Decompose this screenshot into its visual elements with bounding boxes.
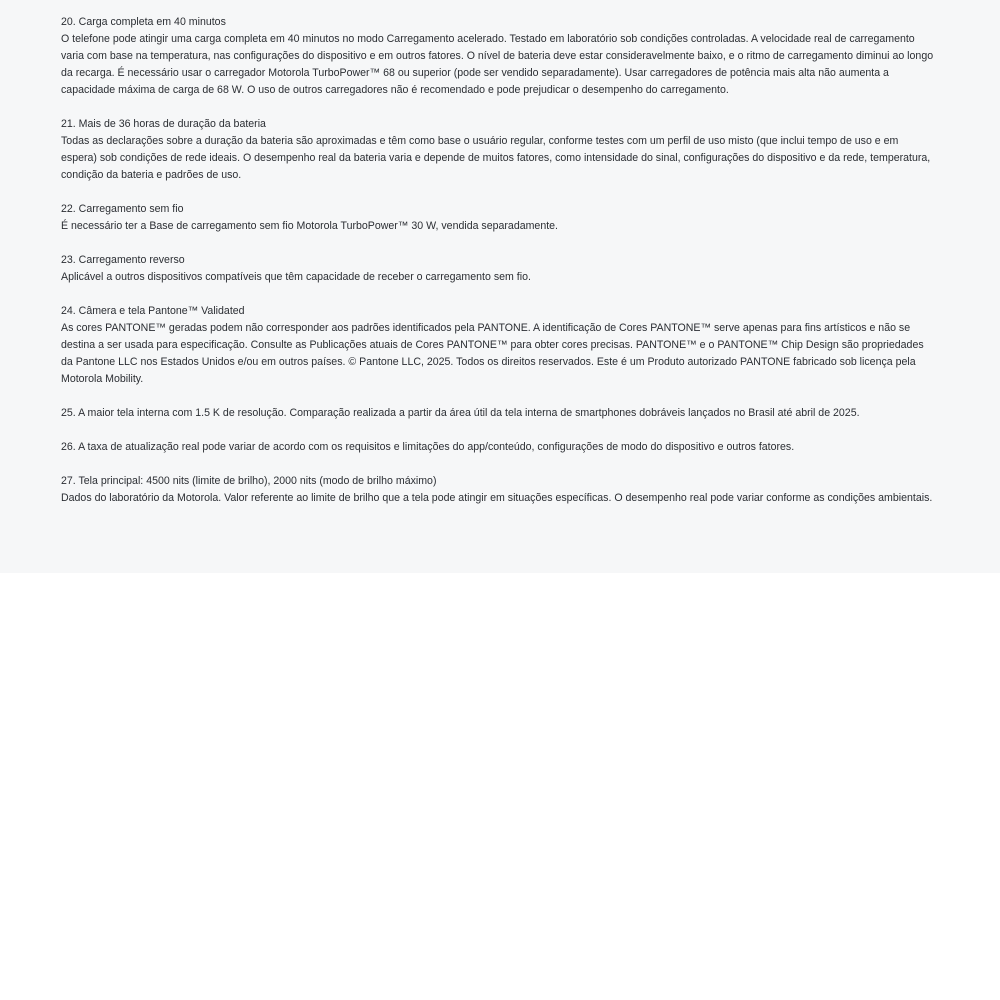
note-22 — [61, 201, 937, 235]
note-26 — [61, 439, 937, 456]
note-25 — [61, 405, 937, 422]
note-21 — [61, 116, 937, 184]
note-body: As cores PANTONE™ geradas podem não corresponder aos padrões identificados pela PANTONE. A identificação de Cores PANTONE™ serve apenas para fins artísticos e não se destina a ser usada para especificação. Consulte as Publicações atuais de Cores PANTONE™ para obter cores precisas. PANTONE™ e o PANTONE™ Chip Design são propriedades da Pantone LLC nos Estados Unidos e/ou em outros países. © Pantone LLC, 2025. Todos os direitos reservados. Este é um Produto autorizado PANTONE fabricado sob licença pela Motorola Mobility. — [61, 322, 924, 385]
note-20 — [61, 14, 937, 99]
note-27 — [61, 473, 937, 507]
note-body: Dados do laboratório da Motorola. Valor referente ao limite de brilho que a tela pode atingir em situações específicas. O desempenho real pode variar conforme as condições ambientais. — [61, 492, 933, 504]
note-title: 21. Mais de 36 horas de duração da bateria — [61, 118, 266, 130]
note-title: 20. Carga completa em 40 minutos — [61, 16, 226, 28]
note-body: Aplicável a outros dispositivos compatíveis que têm capacidade de receber o carregamento sem fio. — [61, 271, 531, 283]
note-title: 27. Tela principal: 4500 nits (limite de brilho), 2000 nits (modo de brilho máximo) — [61, 475, 437, 487]
note-body: Todas as declarações sobre a duração da bateria são aproximadas e têm como base o usuário regular, conforme testes com um perfil de uso misto (que inclui tempo de uso e em espera) sob condições de rede ideais. O desempenho real da bateria varia e depende de muitos fatores, como intensidade do sinal, configurações do dispositivo e da rede, temperatura, condição da bateria e padrões de uso. — [61, 135, 931, 181]
note-title: 26. A taxa de atualização real pode variar de acordo com os requisitos e limitações do app/conteúdo, configurações de modo do dispositivo e outros fatores. — [61, 441, 795, 453]
disclaimer-list — [61, 14, 937, 524]
note-23 — [61, 252, 937, 286]
note-24 — [61, 303, 937, 388]
note-body: É necessário ter a Base de carregamento sem fio Motorola TurboPower™ 30 W, vendida separadamente. — [61, 220, 558, 232]
note-title: 25. A maior tela interna com 1.5 K de resolução. Comparação realizada a partir da área útil da tela interna de smartphones dobráveis lançados no Brasil até abril de 2025. — [61, 407, 860, 419]
note-title: 23. Carregamento reverso — [61, 254, 185, 266]
note-body: O telefone pode atingir uma carga completa em 40 minutos no modo Carregamento acelerado. Testado em laboratório sob condições controladas. A velocidade real de carregamento varia com base na temperatura, nas configurações do dispositivo e em outros fatores. O nível de bateria deve estar consideravelmente baixo, e o ritmo de carregamento diminui ao longo da recarga. É necessário usar o carregador Motorola TurboPower™ 68 ou superior (pode ser vendido separadamente). Usar carregadores de potência mais alta não aumenta a capacidade máxima de carga de 68 W. O uso de outros carregadores não é recomendado e pode prejudicar o desempenho do carregamento. — [61, 33, 934, 96]
note-title: 22. Carregamento sem fio — [61, 203, 184, 215]
note-title: 24. Câmera e tela Pantone™ Validated — [61, 305, 245, 317]
